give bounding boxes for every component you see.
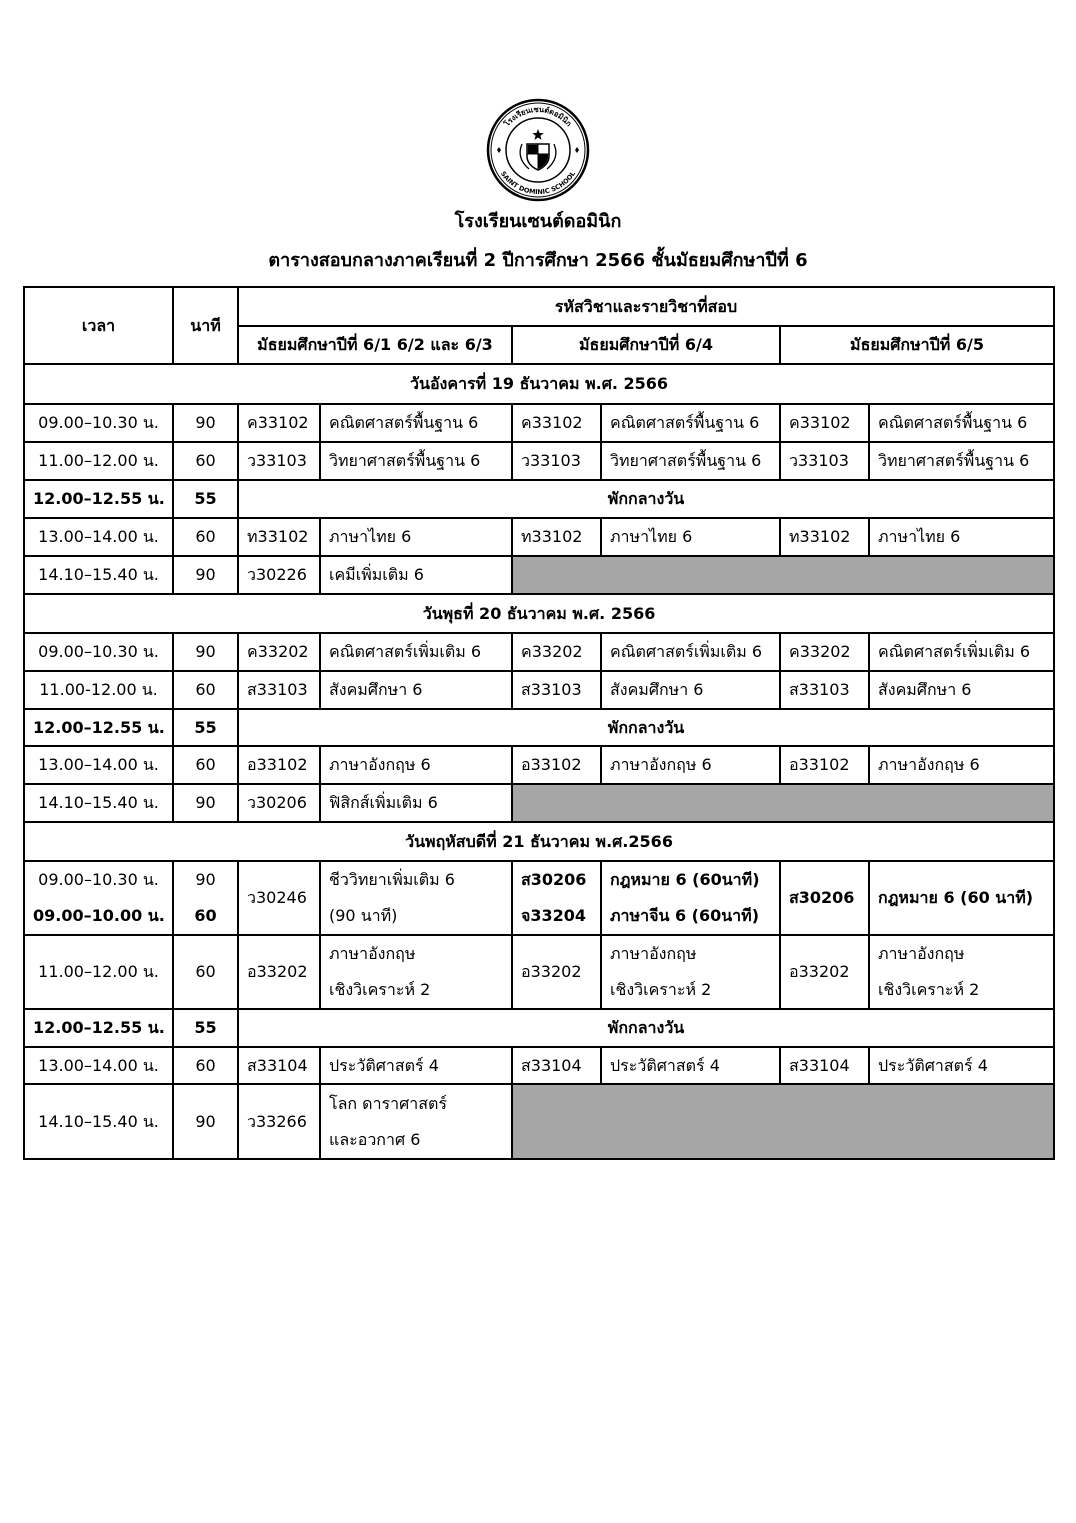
minutes-cell: 90	[173, 784, 238, 822]
lunch-row	[24, 709, 1054, 746]
course-code-m6-5: ว33103	[780, 442, 869, 480]
exam-row	[24, 1047, 1054, 1084]
course-name-m6-5	[869, 861, 1054, 935]
course-code-m6-1: ส33104	[238, 1047, 320, 1084]
course-name-line: เชิงวิเคราะห์ 2	[329, 980, 431, 999]
course-name-m6-1: เคมีเพิ่มเติม 6	[320, 556, 512, 594]
time-cell	[24, 861, 173, 935]
course-name-line: เชิงวิเคราะห์ 2	[610, 980, 712, 999]
course-code-m6-1	[238, 861, 320, 935]
day-heading: วันพฤหัสบดีที่ 21 ธันวาคม พ.ศ.2566	[24, 822, 1054, 861]
minutes-cell	[173, 861, 238, 935]
exam-row	[24, 861, 1054, 935]
course-name-m6-4: ประวัติศาสตร์ 4	[601, 1047, 780, 1084]
course-code-m6-1: ค33202	[238, 633, 320, 671]
course-code-m6-1: อ33102	[238, 746, 320, 784]
course-name-line: ภาษาจีน 6 (60นาที)	[610, 906, 760, 925]
minutes-cell: 60	[173, 671, 238, 709]
day-heading: วันพุธที่ 20 ธันวาคม พ.ศ. 2566	[24, 594, 1054, 633]
course-name-m6-4: คณิตศาสตร์พื้นฐาน 6	[601, 404, 780, 442]
group-header-m6-1: มัธยมศึกษาปีที่ 6/1 6/2 และ 6/3	[238, 326, 512, 364]
minutes-cell: 90	[173, 556, 238, 594]
subjects-column-header: รหัสวิชาและรายวิชาที่สอบ	[238, 287, 1054, 326]
group-header-m6-4: มัธยมศึกษาปีที่ 6/4	[512, 326, 780, 364]
course-name-line: กฎหมาย 6 (60นาที)	[610, 870, 760, 889]
course-code-m6-1: ค33102	[238, 404, 320, 442]
minutes-column-header: นาที	[173, 287, 238, 364]
course-name-m6-1: ประวัติศาสตร์ 4	[320, 1047, 512, 1084]
course-name-m6-5: สังคมศึกษา 6	[869, 671, 1054, 709]
course-name-line: กฎหมาย 6 (60 นาที)	[878, 888, 1034, 907]
course-code-m6-1: ว30206	[238, 784, 320, 822]
minutes-line: 90	[195, 1111, 216, 1131]
lunch-break: พักกลางวัน	[238, 480, 1054, 518]
document-title: ตารางสอบกลางภาคเรียนที่ 2 ปีการศึกษา 2566 ชั้นมัธยมศึกษาปีที่ 6	[268, 250, 808, 271]
minutes-cell: 60	[173, 442, 238, 480]
time-cell: 12.00–12.55 น.	[24, 480, 173, 518]
time-cell	[24, 935, 173, 1009]
course-name-line: เชิงวิเคราะห์ 2	[878, 980, 980, 999]
time-cell: 13.00–14.00 น.	[24, 1047, 173, 1084]
school-logo	[486, 98, 590, 202]
course-code-m6-4: ค33102	[512, 404, 601, 442]
no-exam-shaded-cell	[512, 1084, 1054, 1159]
time-cell: 13.00–14.00 น.	[24, 746, 173, 784]
day-heading-row	[24, 594, 1054, 633]
course-name-m6-4: วิทยาศาสตร์พื้นฐาน 6	[601, 442, 780, 480]
minutes-cell: 90	[173, 404, 238, 442]
course-code-m6-4: ส33103	[512, 671, 601, 709]
day-heading-row	[24, 822, 1054, 861]
course-code-m6-1	[238, 1084, 320, 1159]
table-header-row	[24, 287, 1054, 326]
exam-row	[24, 518, 1054, 556]
course-code-m6-5	[780, 935, 869, 1009]
time-cell: 12.00–12.55 น.	[24, 709, 173, 746]
time-cell: 09.00–10.30 น.	[24, 633, 173, 671]
time-column-header: เวลา	[24, 287, 173, 364]
logo-shield-quarter	[528, 145, 538, 154]
course-name-m6-4: คณิตศาสตร์เพิ่มเติม 6	[601, 633, 780, 671]
course-code: อ33202	[789, 962, 850, 981]
time-line: 11.00–12.00 น.	[38, 962, 159, 981]
minutes-line: 90	[195, 870, 216, 889]
course-name-m6-1	[320, 935, 512, 1009]
exam-row	[24, 404, 1054, 442]
course-code-m6-1	[238, 935, 320, 1009]
time-cell: 14.10–15.40 น.	[24, 784, 173, 822]
time-cell: 11.00–12.00 น.	[24, 442, 173, 480]
course-name-line: และอวกาศ 6	[329, 1129, 421, 1149]
course-code-m6-4: ส33104	[512, 1047, 601, 1084]
minutes-cell	[173, 935, 238, 1009]
course-code-m6-4: อ33102	[512, 746, 601, 784]
lunch-break: พักกลางวัน	[238, 1009, 1054, 1047]
course-code: ว30246	[247, 888, 307, 907]
course-code: ส30206	[521, 870, 587, 889]
course-name-line: โลก ดาราศาสตร์	[329, 1093, 448, 1113]
course-name-m6-5: วิทยาศาสตร์พื้นฐาน 6	[869, 442, 1054, 480]
course-code-m6-5	[780, 861, 869, 935]
time-cell: 14.10–15.40 น.	[24, 556, 173, 594]
course-name-m6-4: สังคมศึกษา 6	[601, 671, 780, 709]
no-exam-shaded-cell	[512, 556, 1054, 594]
course-code: จ33204	[521, 906, 587, 925]
course-name-line: ภาษาอังกฤษ	[878, 944, 965, 963]
minutes-cell: 55	[173, 1009, 238, 1047]
day-heading: วันอังคารที่ 19 ธันวาคม พ.ศ. 2566	[24, 364, 1054, 404]
time-line: 14.10–15.40 น.	[38, 1111, 159, 1131]
course-name-m6-5	[869, 935, 1054, 1009]
exam-schedule-table	[23, 286, 1055, 1160]
course-name-m6-1: ภาษาไทย 6	[320, 518, 512, 556]
exam-row	[24, 442, 1054, 480]
lunch-break: พักกลางวัน	[238, 709, 1054, 746]
course-name-m6-5: ประวัติศาสตร์ 4	[869, 1047, 1054, 1084]
course-name-m6-1: ฟิสิกส์เพิ่มเติม 6	[320, 784, 512, 822]
course-name-m6-4	[601, 935, 780, 1009]
time-cell	[24, 1084, 173, 1159]
exam-row	[24, 935, 1054, 1009]
course-code: อ33202	[521, 962, 582, 981]
course-name-m6-5: คณิตศาสตร์พื้นฐาน 6	[869, 404, 1054, 442]
course-code-m6-1: ว30226	[238, 556, 320, 594]
exam-row	[24, 556, 1054, 594]
minutes-cell: 60	[173, 1047, 238, 1084]
course-code-m6-1: ว33103	[238, 442, 320, 480]
course-name-m6-1: ภาษาอังกฤษ 6	[320, 746, 512, 784]
course-code: ส30206	[789, 888, 855, 907]
time-line: 09.00–10.30 น.	[38, 870, 159, 889]
course-name-m6-5: ภาษาอังกฤษ 6	[869, 746, 1054, 784]
course-code-m6-4: ท33102	[512, 518, 601, 556]
course-code-m6-4	[512, 935, 601, 1009]
course-name-m6-5: คณิตศาสตร์เพิ่มเติม 6	[869, 633, 1054, 671]
course-code-m6-5: ค33102	[780, 404, 869, 442]
group-header-m6-5: มัธยมศึกษาปีที่ 6/5	[780, 326, 1054, 364]
exam-row	[24, 1084, 1054, 1159]
course-code-m6-4	[512, 861, 601, 935]
exam-row	[24, 633, 1054, 671]
minutes-cell: 90	[173, 633, 238, 671]
course-code-m6-1: ส33103	[238, 671, 320, 709]
course-name-m6-4: ภาษาอังกฤษ 6	[601, 746, 780, 784]
course-code-m6-5: ค33202	[780, 633, 869, 671]
time-cell: 13.00–14.00 น.	[24, 518, 173, 556]
course-name-line: (90 นาที)	[329, 906, 398, 925]
exam-row	[24, 746, 1054, 784]
course-name-m6-1	[320, 861, 512, 935]
logo-bottom-lettering: SAINT DOMINIC SCHOOL	[498, 169, 578, 197]
course-code-m6-5: ส33103	[780, 671, 869, 709]
course-code-m6-4: ค33202	[512, 633, 601, 671]
minutes-cell: 60	[173, 746, 238, 784]
course-name-line: ภาษาอังกฤษ	[610, 944, 697, 963]
course-name-m6-5: ภาษาไทย 6	[869, 518, 1054, 556]
lunch-row	[24, 1009, 1054, 1047]
course-name-m6-1	[320, 1084, 512, 1159]
time-cell: 11.00-12.00 น.	[24, 671, 173, 709]
course-name-line: ภาษาอังกฤษ	[329, 944, 416, 963]
minutes-cell: 55	[173, 480, 238, 518]
course-code-m6-5: อ33102	[780, 746, 869, 784]
course-code: ว33266	[247, 1111, 307, 1131]
minutes-line: 60	[195, 962, 216, 981]
time-line: 09.00–10.00 น.	[33, 906, 165, 925]
minutes-cell	[173, 1084, 238, 1159]
minutes-cell: 60	[173, 518, 238, 556]
exam-row	[24, 671, 1054, 709]
time-cell: 09.00–10.30 น.	[24, 404, 173, 442]
minutes-line: 60	[194, 906, 217, 925]
course-name-m6-1: คณิตศาสตร์พื้นฐาน 6	[320, 404, 512, 442]
no-exam-shaded-cell	[512, 784, 1054, 822]
school-logo-emblem	[486, 98, 590, 202]
course-name-m6-4: ภาษาไทย 6	[601, 518, 780, 556]
exam-row	[24, 784, 1054, 822]
course-code-m6-5: ส33104	[780, 1047, 869, 1084]
time-cell: 12.00–12.55 น.	[24, 1009, 173, 1047]
course-code-m6-1: ท33102	[238, 518, 320, 556]
school-name: โรงเรียนเซนต์ดอมินิก	[454, 211, 622, 232]
lunch-row	[24, 480, 1054, 518]
course-code: อ33202	[247, 962, 308, 981]
course-code-m6-4: ว33103	[512, 442, 601, 480]
course-code-m6-5: ท33102	[780, 518, 869, 556]
course-name-m6-1: คณิตศาสตร์เพิ่มเติม 6	[320, 633, 512, 671]
logo-top-lettering: โรงเรียนเซนต์ดอมินิก	[502, 104, 574, 129]
course-name-m6-4	[601, 861, 780, 935]
course-name-m6-1: วิทยาศาสตร์พื้นฐาน 6	[320, 442, 512, 480]
course-name-line: ชีววิทยาเพิ่มเติม 6	[329, 870, 455, 889]
minutes-cell: 55	[173, 709, 238, 746]
course-name-m6-1: สังคมศึกษา 6	[320, 671, 512, 709]
day-heading-row	[24, 364, 1054, 404]
